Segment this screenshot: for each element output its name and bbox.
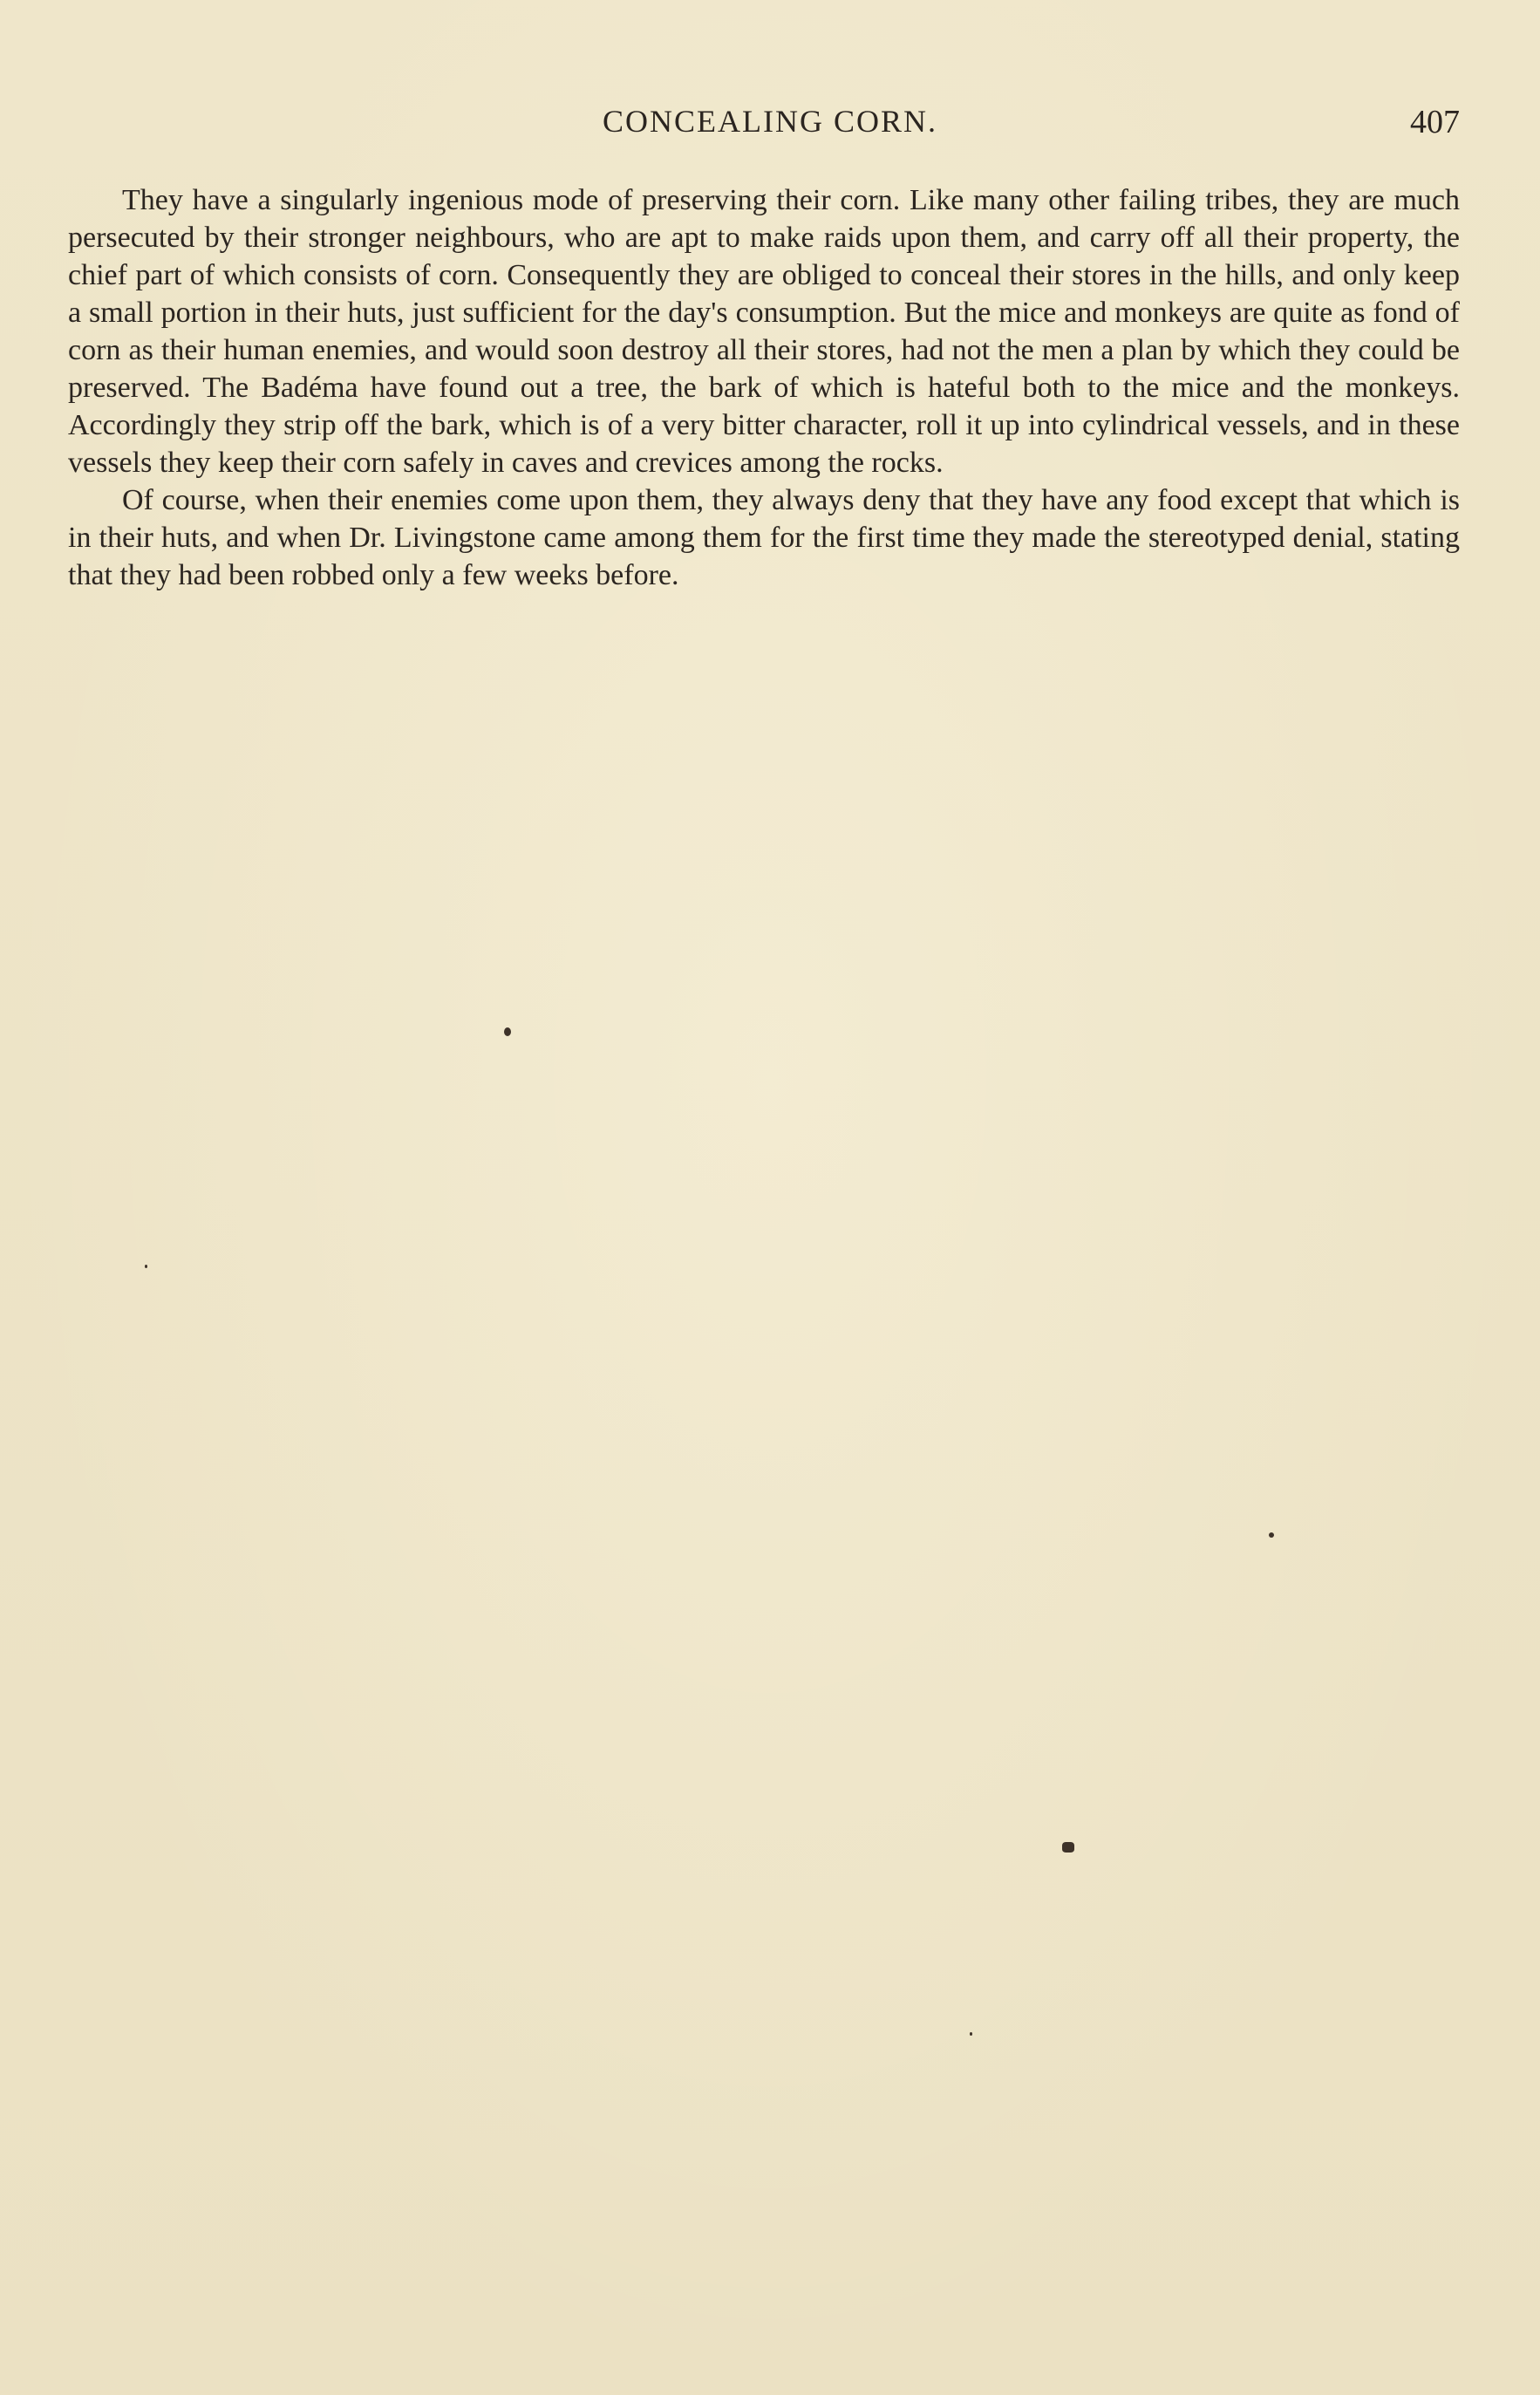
body-text [68,181,1460,594]
page-number: 407 [1410,104,1460,140]
running-head [0,103,1540,155]
paragraph-2: Of course, when their enemies come upon them, they always deny that they have any food except that which is in their huts, and when Dr. Livingstone came among them for the first time they made the stereotyped denial, stating that they had been robbed only a few weeks before. [68,484,1460,591]
page-title: CONCEALING CORN. [602,104,937,139]
ink-speck [145,1265,147,1268]
ink-speck [504,1027,511,1036]
ink-speck [1269,1532,1274,1538]
ink-speck [1062,1842,1074,1853]
paragraph-1: They have a singularly ingenious mode of preserving their corn. Like many other failing tribes, they are much persecuted by their stronger neighbours, who are apt to make raids upon them, and carry off all their property, the chief part of which consists of corn. Consequently they are obliged to conceal their stores in the hills, and only keep a small portion in their huts, just sufficient for the day's consumption. But the mice and monkeys are quite as fond of corn as their human enemies, and would soon destroy all their stores, had not the men a plan by which they could be preserved. The Badéma have found out a tree, the bark of which is hateful both to the mice and the monkeys. Accordingly they strip off the bark, which is of a very bitter character, roll it up into cylindrical vessels, and in these vessels they keep their corn safely in caves and crevices among the rocks. [68,184,1460,479]
ink-speck [970,2032,972,2036]
